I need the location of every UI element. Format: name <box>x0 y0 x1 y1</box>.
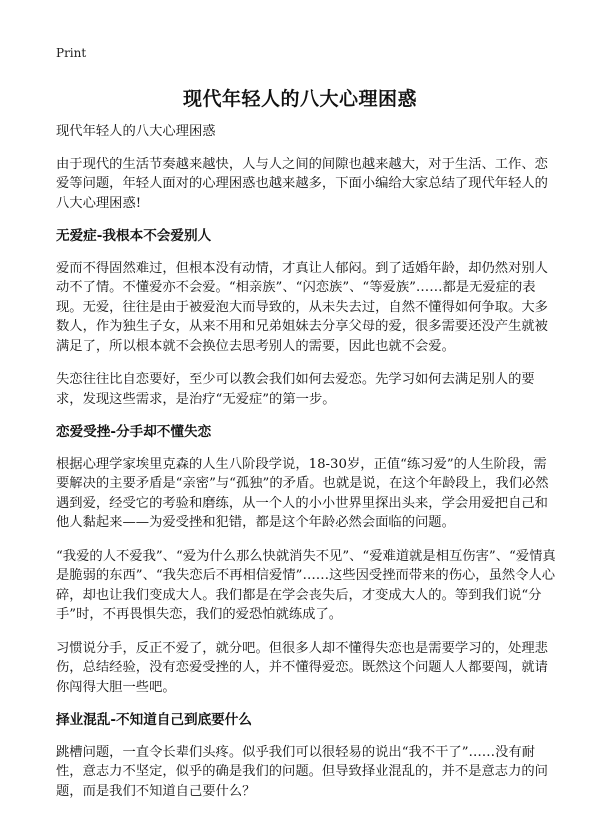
article-subtitle: 现代年轻人的八大心理困惑 <box>56 124 216 139</box>
section-paragraph: “我爱的人不爱我”、“爱为什么那么快就消失不见”、“爱难道就是相互伤害”、“爱情真是脆弱的东西”、“我失恋后不再相信爱情”……这些因受挫而带来的伤心，虽然令人心碎，却也让我们变成大人。我们都是在学会丧失后，才变成大人的。等到我们说“分手”时，不再畏惧失恋，我们的爱恐怕就练成了。 <box>56 548 556 622</box>
section-paragraph: 习惯说分手，反正不爱了，就分吧。但很多人却不懂得失恋也是需要学习的，处理悲伤，总结经验，没有恋爱受挫的人，并不懂得爱恋。既然这个问题人人都要闯，就请你闯得大胆一些吧。 <box>56 640 548 695</box>
section-paragraph: 爱而不得固然难过，但根本没有动情，才真让人郁闷。到了适婚年龄，却仍然对别人动不了情。不懂爱亦不会爱。“相亲族”、“闪恋族”、“等爱族”……都是无爱症的表现。无爱，往往是由于被爱泡大而导致的，从未失去过，自然不懂得如何争取。大多数人，作为独生子女，从来不用和兄弟姐妹去分享父母的爱，很多需要还没产生就被满足了，所以根本就不会换位去思考别人的需要，因此也就不会爱。 <box>56 260 548 354</box>
section-heading: 无爱症-我根本不会爱别人 <box>56 228 212 244</box>
section-paragraph: 失恋往往比自恋要好，至少可以教会我们如何去爱恋。先学习如何去满足别人的要求，发现这些需求，是治疗“无爱症”的第一步。 <box>56 372 535 407</box>
section-heading: 择业混乱-不知道自己到底要什么 <box>56 712 252 728</box>
section-heading: 恋爱受挫-分手却不懂失恋 <box>56 424 212 440</box>
intro-paragraph: 由于现代的生活节奏越来越快，人与人之间的间隙也越来越大，对于生活、工作、恋爱等问题，年轻人面对的心理困惑也越来越多，下面小编给大家总结了现代年轻人的八大心理困惑! <box>56 156 548 211</box>
page-title: 现代年轻人的八大心理困惑 <box>182 88 417 110</box>
article-body <box>56 122 560 815</box>
section-paragraph: 跳槽问题，一直令长辈们头疼。似乎我们可以很轻易的说出“我不干了”……没有耐性，意志力不坚定，似乎的确是我们的问题。但导致择业混乱的，并不是意志力的问题，而是我们不知道自己要什么？ <box>56 744 548 799</box>
section-paragraph: 根据心理学家埃里克森的人生八阶段学说，18-30岁，正值“练习爱”的人生阶段，需要解决的主要矛盾是“亲密”与“孤独”的矛盾。也就是说，在这个年龄段上，我们必然遇到爱，经受它的考验和磨练，从一个人的小小世界里探出头来，学会用爱把自己和他人黏起来——为爱受挫和犯错，都是这个年龄必然会面临的问题。 <box>56 456 549 530</box>
print-label[interactable]: Print <box>56 46 87 60</box>
